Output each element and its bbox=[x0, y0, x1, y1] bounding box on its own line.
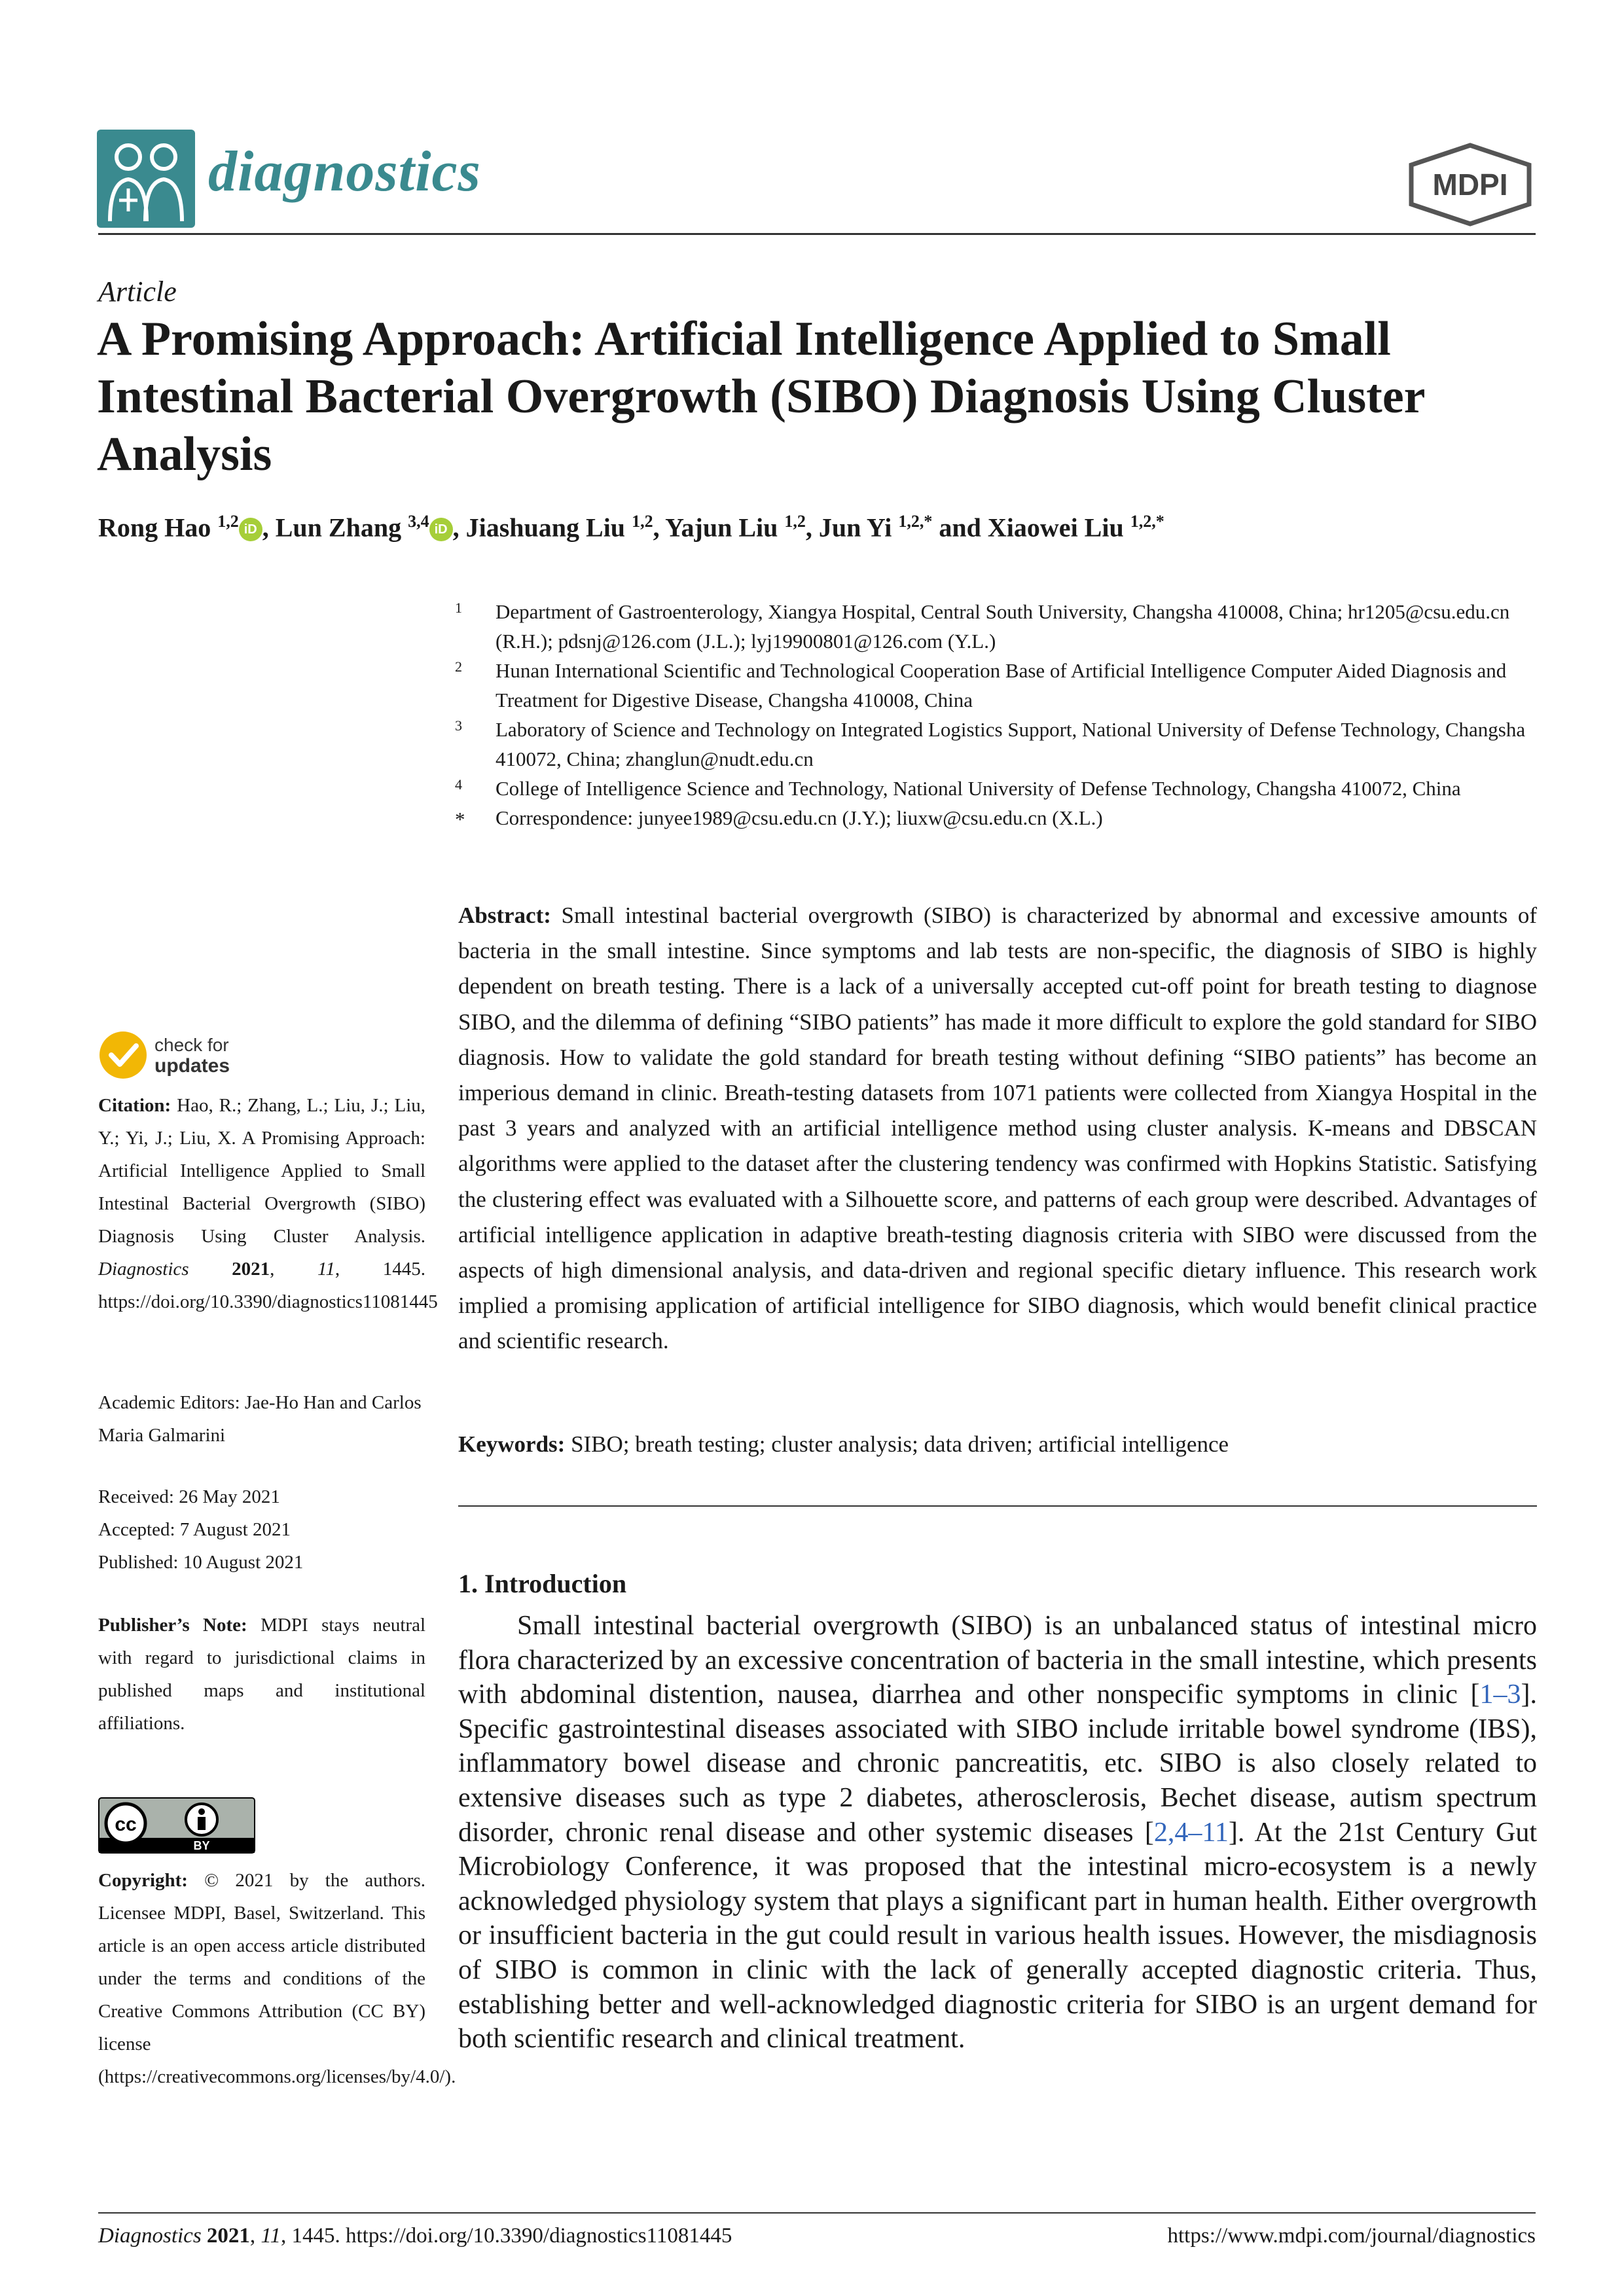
author-name[interactable]: Jiashuang Liu bbox=[465, 512, 626, 543]
footer-doi[interactable]: , 1445. https://doi.org/10.3390/diagnostics11081445 bbox=[280, 2224, 732, 2248]
affiliation-number: 1 bbox=[455, 600, 462, 616]
author-affil-sup: 1,2 bbox=[632, 512, 653, 531]
svg-text:cc: cc bbox=[115, 1814, 137, 1835]
copyright-label: Copyright: bbox=[98, 1870, 188, 1891]
mdpi-logo-text: MDPI bbox=[1432, 168, 1508, 202]
copyright-text: © 2021 by the authors. Licensee MDPI, Basel, Switzerland. This article is an open access article distributed under the terms and conditions of the Creative Commons Attribution (CC BY) license (https://creativecommons.org/licenses/by/4.0/). bbox=[98, 1870, 456, 2087]
journal-name: diagnostics bbox=[208, 140, 481, 204]
intro-text: Small intestinal bacterial overgrowth (SIBO) is an unbalanced status of intestinal micro flora characterized by an excessive concentration of bacteria in the small intestine, which presents with abdominal distention, nausea, diarrhea and other nonspecific symptoms in clinic [ bbox=[458, 1611, 1537, 1710]
check-updates-line1: check for bbox=[154, 1035, 229, 1055]
citation-link[interactable]: 2,4–11 bbox=[1153, 1817, 1229, 1848]
footer-citation: Diagnostics 2021, 11, 1445. https://doi.org/10.3390/diagnostics11081445 bbox=[98, 2224, 732, 2248]
correspondence bbox=[455, 803, 1542, 833]
citation-label: Citation: bbox=[98, 1095, 171, 1116]
affiliations bbox=[455, 597, 1542, 833]
citation-link[interactable]: 1–3 bbox=[1479, 1679, 1521, 1710]
author-name[interactable]: Jun Yi bbox=[818, 512, 892, 543]
article-type: Article bbox=[98, 276, 177, 308]
abstract bbox=[458, 898, 1537, 1359]
affiliation-item bbox=[455, 656, 1542, 715]
citation-year: 2021 bbox=[232, 1259, 270, 1280]
affiliation-item bbox=[455, 774, 1542, 803]
affiliation-number: 4 bbox=[455, 776, 462, 793]
author-affil-sup: 1,2,* bbox=[1130, 512, 1164, 531]
correspondence-text: Correspondence: junyee1989@csu.edu.cn (J.Y.); liuxw@csu.edu.cn (X.L.) bbox=[496, 806, 1103, 829]
abstract-rule bbox=[458, 1505, 1537, 1507]
publisher-note-label: Publisher’s Note: bbox=[98, 1615, 247, 1636]
diagnostics-logo-icon bbox=[97, 130, 195, 228]
citation-doi[interactable]: , 1445. https://doi.org/10.3390/diagnostics11081445 bbox=[98, 1259, 438, 1312]
academic-editors: Academic Editors: Jae-Ho Han and Carlos Maria Galmarini bbox=[98, 1392, 422, 1446]
footer-year: 2021 bbox=[206, 2224, 250, 2248]
affiliation-item bbox=[455, 715, 1542, 774]
publisher-note bbox=[98, 1609, 425, 1740]
citation-volume: 11 bbox=[317, 1259, 335, 1280]
affiliation-text: College of Intelligence Science and Technology, National University of Defense Technology, Changsha 410072, China bbox=[496, 777, 1461, 800]
affiliation-text: Department of Gastroenterology, Xiangya Hospital, Central South University, Changsha 410008, China; hr1205@csu.edu.cn (R.H.); pdsnj@126.com (J.L.); lyj19900801@126.com (Y.L.) bbox=[496, 600, 1510, 653]
cc-by-text: BY bbox=[193, 1839, 210, 1852]
copyright-block bbox=[98, 1864, 456, 2093]
publisher-note-text: MDPI stays neutral with regard to jurisdictional claims in published maps and institutional affiliations. bbox=[98, 1615, 426, 1734]
footer-volume: 11 bbox=[261, 2224, 281, 2248]
author-affil-sup: 1,2 bbox=[784, 512, 806, 531]
abstract-text: Small intestinal bacterial overgrowth (SIBO) is characterized by abnormal and excessive amounts of bacteria in the small intestine. Since symptoms and lab tests are non-specific, the diagnosis of SIBO is highly dependent on breath testing. There is a lack of a universally accepted cut-off point for breath testing to diagnose SIBO, and the dilemma of defining “SIBO patients” has made it more difficult to explore the gold standard for SIBO diagnosis. How to validate the gold standard for breath testing without defining “SIBO patients” has become an imperious demand in clinic. Breath-testing datasets from 1071 patients were collected from Xiangya Hospital in the past 3 years and analyzed with an artificial intelligence method using cluster analysis. K-means and DBSCAN algorithms were applied to the dataset after the clustering tendency was confirmed with Hopkins Statistic. Satisfying the clustering effect was evaluated with a Silhouette score, and patterns of each group were described. Advantages of artificial intelligence application in adaptive breath-testing diagnosis criteria with SIBO were discussed from the aspects of high dimensional analysis, and data-driven and regional specific dietary influence. This research work implied a promising application of artificial intelligence for SIBO diagnosis, which would benefit clinical practice and scientific research. bbox=[458, 903, 1537, 1354]
citation-journal: Diagnostics bbox=[98, 1259, 189, 1280]
author-name[interactable]: Yajun Liu bbox=[665, 512, 778, 543]
affiliation-item bbox=[455, 597, 1542, 656]
intro-text: ]. Specific gastrointestinal diseases associated with SIBO include irritable bowel syndrome (IBS), inflammatory bowel disease and chronic pancreatitis, etc. SIBO is also closely related to extensive diseases such as type 2 diabetes, atherosclerosis, Bechet disease, autism spectrum disorder, chronic renal disease and other systemic diseases [ bbox=[458, 1679, 1537, 1848]
cc-by-license-icon[interactable] bbox=[98, 1797, 255, 1854]
author-affil-sup: 1,2,* bbox=[898, 512, 933, 531]
footer-rule bbox=[98, 2212, 1536, 2214]
mdpi-logo bbox=[1405, 143, 1536, 226]
footer-journal-url[interactable]: https://www.mdpi.com/journal/diagnostics bbox=[1167, 2224, 1536, 2248]
intro-text: ]. At the 21st Century Gut Microbiology Conference, it was proposed that the intestinal micro-ecosystem is a newly acknowledged physiology system that plays a significant part in human health. Either overgrowth or insufficient bacteria in the gut could result in various health issues. However, the misdiagnosis of SIBO is common in clinic with the lack of generally accepted diagnostic criteria. Thus, establishing better and well-acknowledged diagnostic criteria for SIBO is an urgent demand for both scientific research and clinical treatment. bbox=[458, 1817, 1537, 2054]
section-title: 1. Introduction bbox=[458, 1569, 627, 1598]
orcid-icon[interactable]: iD bbox=[239, 518, 262, 541]
author-name[interactable]: Rong Hao bbox=[98, 512, 211, 543]
article-title: A Promising Approach: Artificial Intelligence Applied to Small Intestinal Bacterial Overgrowth (SIBO) Diagnosis Using Cluster Analysis bbox=[97, 312, 1425, 481]
author-affil-sup: 1,2 bbox=[217, 512, 239, 531]
citation-block: Citation: Hao, R.; Zhang, L.; Liu, J.; Liu, Y.; Yi, J.; Liu, X. A Promising Approach: Artificial Intelligence Applied to Small Intestinal Bacterial Overgrowth (SIBO) Diagnosis Using Cluster Analysis. Diagnostics 2021, 11, 1445. https://doi.org/10.3390/diagnostics11081445 bbox=[98, 1095, 438, 1312]
correspondence-mark: * bbox=[455, 808, 465, 831]
intro-paragraph bbox=[458, 1609, 1537, 2056]
received-date: Received: 26 May 2021 bbox=[98, 1486, 280, 1507]
header-rule bbox=[98, 233, 1536, 235]
footer-journal: Diagnostics bbox=[98, 2224, 202, 2248]
check-updates-line2: updates bbox=[154, 1055, 230, 1077]
affiliation-text: Hunan International Scientific and Technological Cooperation Base of Artificial Intelligence Computer Aided Diagnosis and Treatment for Digestive Disease, Changsha 410008, China bbox=[496, 659, 1507, 711]
affiliation-number: 3 bbox=[455, 717, 462, 734]
author-affil-sup: 3,4 bbox=[408, 512, 429, 531]
affiliation-number: 2 bbox=[455, 658, 462, 675]
author-list: Rong Hao $^{1,2}$ iD , Lun Zhang $^{3,4}$ iD , Jiashuang Liu $^{1,2}$, Yajun Liu $^{1,2}$, Jun Yi $^{1,2,*}$ and Xiaowei Liu $^{1,2,*}$ bbox=[98, 512, 1164, 543]
affiliation-text: Laboratory of Science and Technology on Integrated Logistics Support, National University of Defense Technology, Changsha 410072, China; zhanglun@nudt.edu.cn bbox=[496, 718, 1526, 770]
dates-block bbox=[98, 1480, 425, 1579]
accepted-date: Accepted: 7 August 2021 bbox=[98, 1519, 291, 1540]
published-date: Published: 10 August 2021 bbox=[98, 1552, 304, 1573]
author-name[interactable]: Xiaowei Liu bbox=[987, 512, 1124, 543]
author-name[interactable]: Lun Zhang bbox=[275, 512, 402, 543]
keywords-label: Keywords: bbox=[458, 1431, 566, 1457]
citation-text: Hao, R.; Zhang, L.; Liu, J.; Liu, Y.; Yi, J.; Liu, X. A Promising Approach: Artificial Intelligence Applied to Small Intestinal Bacterial Overgrowth (SIBO) Diagnosis Using Cluster Analysis. bbox=[98, 1095, 425, 1247]
keywords-text: SIBO; breath testing; cluster analysis; data driven; artificial intelligence bbox=[571, 1431, 1229, 1457]
keywords bbox=[458, 1427, 1537, 1462]
orcid-icon[interactable]: iD bbox=[429, 518, 453, 541]
check-for-updates-badge[interactable] bbox=[98, 1029, 262, 1081]
abstract-label: Abstract: bbox=[458, 903, 551, 928]
